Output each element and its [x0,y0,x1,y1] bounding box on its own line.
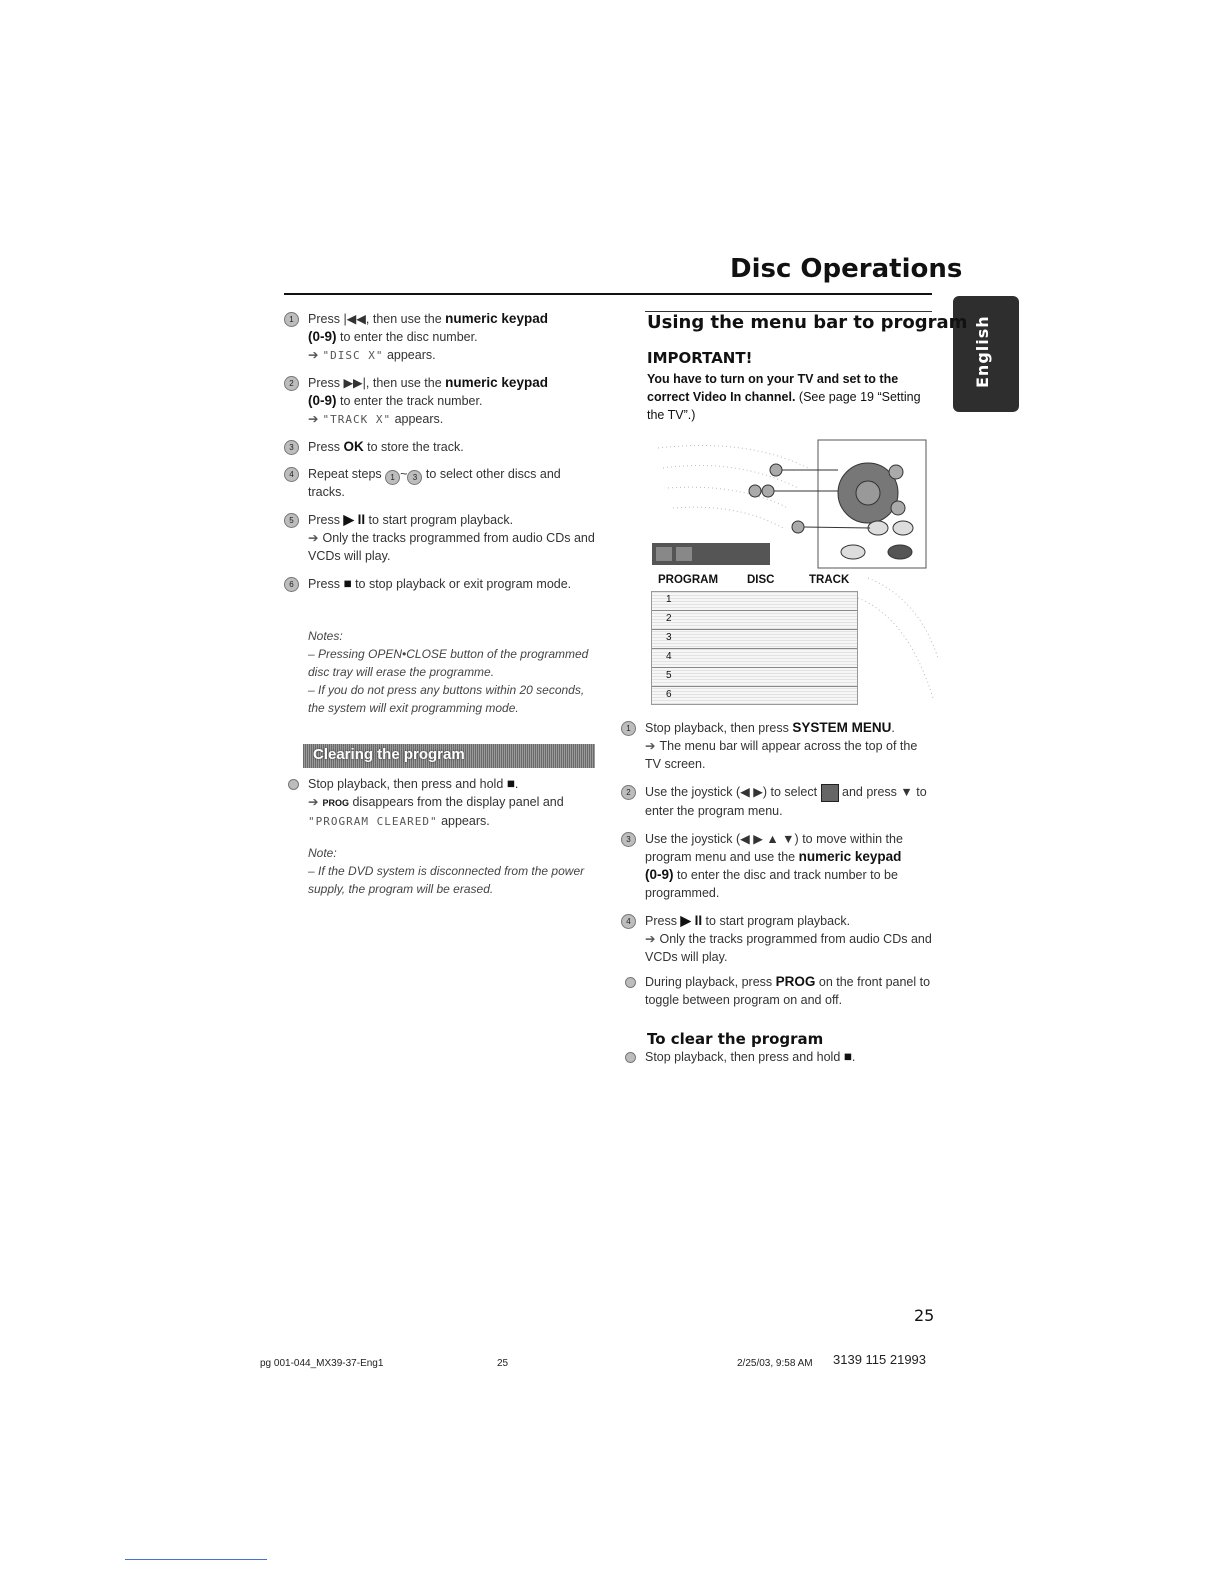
step-bullet-icon: 3 [284,440,299,455]
bullet-icon [625,977,636,988]
step-bullet-icon: 2 [621,785,636,800]
col-disc: DISC [747,574,775,586]
table-row[interactable]: 3 [652,630,857,649]
table-row[interactable]: 1 [652,592,857,611]
page-number: 25 [914,1306,935,1325]
section-banner-title: Clearing the program [313,746,465,763]
footer-page: 25 [497,1358,509,1369]
col-program: PROGRAM [658,574,719,586]
program-menu-icon [821,784,839,802]
note-1: – Pressing OPEN•CLOSE button of the programmed disc tray will erase the programme. [308,647,589,679]
step-bullet-icon: 1 [621,721,636,736]
step-ref-icon: 1 [385,470,400,485]
program-table [651,591,858,705]
notes-label: Notes: [308,629,343,643]
bottom-link-line [125,1559,267,1560]
important-text: You have to turn on your TV and set to the correct Video In channel. (See page 19 “Setting the TV”.) [647,372,921,422]
right-clear-step: Stop playback, then press and hold ■. [645,1048,935,1066]
header-rule [284,293,932,295]
step-bullet-icon: 4 [621,914,636,929]
left-step-4: 4 Repeat steps 1 ~ 3 to select other discs and tracks. [308,465,598,501]
note-2: – If you do not press any buttons within 20 seconds, the system will exit programming mode. [308,683,585,715]
right-step-2: 2 Use the joystick (◀ ▶) to select and press ▼ to enter the program menu. [645,783,935,820]
footer-filename: pg 001-044_MX39-37-Eng1 [260,1358,384,1369]
notes-block [308,627,593,717]
bullet-icon [288,779,299,790]
left-step-6: 6 Press ■ to stop playback or exit program mode. [308,575,598,593]
footer-code: 3139 115 21993 [833,1352,927,1367]
step-bullet-icon: 2 [284,376,299,391]
note-block [308,844,593,898]
bullet-icon [625,1052,636,1063]
table-row[interactable]: 4 [652,649,857,668]
clear-step: Stop playback, then press and hold ■. ➔ PROG disappears from the display panel and "PROGRAM CLEARED" appears. [308,775,598,831]
table-row[interactable]: 6 [666,689,672,700]
right-step-3: 3 Use the joystick (◀ ▶ ▲ ▼) to move within the program menu and use the numeric keypad (0-9) to enter the disc and track number to be programmed. [645,830,935,902]
result-arrow-icon: ➔ [308,348,319,362]
page-title: Disc Operations [730,254,963,284]
step-bullet-icon: 1 [284,312,299,327]
right-step-5: During playback, press PROG on the front panel to toggle between program on and off. [645,973,935,1009]
result-arrow-icon: ➔ [645,932,656,946]
step-bullet-icon: 4 [284,467,299,482]
next-icon: ▶▶| [343,376,366,390]
prev-icon: |◀◀ [343,312,366,326]
important-label: IMPORTANT! [647,349,753,367]
result-arrow-icon: ➔ [308,795,319,809]
step-bullet-icon: 3 [621,832,636,847]
clear-program-heading: To clear the program [647,1030,824,1048]
note-3: – If the DVD system is disconnected from the power supply, the program will be erased. [308,864,585,896]
footer-date: 2/25/03, 9:58 AM [737,1358,813,1369]
left-step-1: 1 Press |◀◀, then use the numeric keypad (0-9) to enter the disc number. ➔ "DISC X" appears. [308,310,598,365]
right-step-1: 1 Stop playback, then press SYSTEM MENU. ➔ The menu bar will appear across the top of the TV screen. [645,719,935,773]
result-arrow-icon: ➔ [308,412,319,426]
step-bullet-icon: 5 [284,513,299,528]
result-arrow-icon: ➔ [645,739,656,753]
language-tab-label: English [973,315,992,388]
section-banner [303,744,595,768]
step-ref-icon: 3 [407,470,422,485]
note-label: Note: [308,846,337,860]
right-step-4: 4 Press ▶ II to start program playback. ➔ Only the tracks programmed from audio CDs and VCDs will play. [645,912,935,966]
col-track: TRACK [809,574,850,586]
left-step-5: 5 Press ▶ II to start program playback. ➔ Only the tracks programmed from audio CDs and VCDs will play. [308,511,598,565]
table-row[interactable]: 5 [652,668,857,687]
section-heading: Using the menu bar to program [647,312,968,333]
table-row[interactable]: 2 [652,611,857,630]
step-bullet-icon: 6 [284,577,299,592]
result-arrow-icon: ➔ [308,531,319,545]
left-step-3: 3 Press OK to store the track. [308,438,598,456]
left-step-2: 2 Press ▶▶|, then use the numeric keypad (0-9) to enter the track number. ➔ "TRACK X" appears. [308,374,598,429]
